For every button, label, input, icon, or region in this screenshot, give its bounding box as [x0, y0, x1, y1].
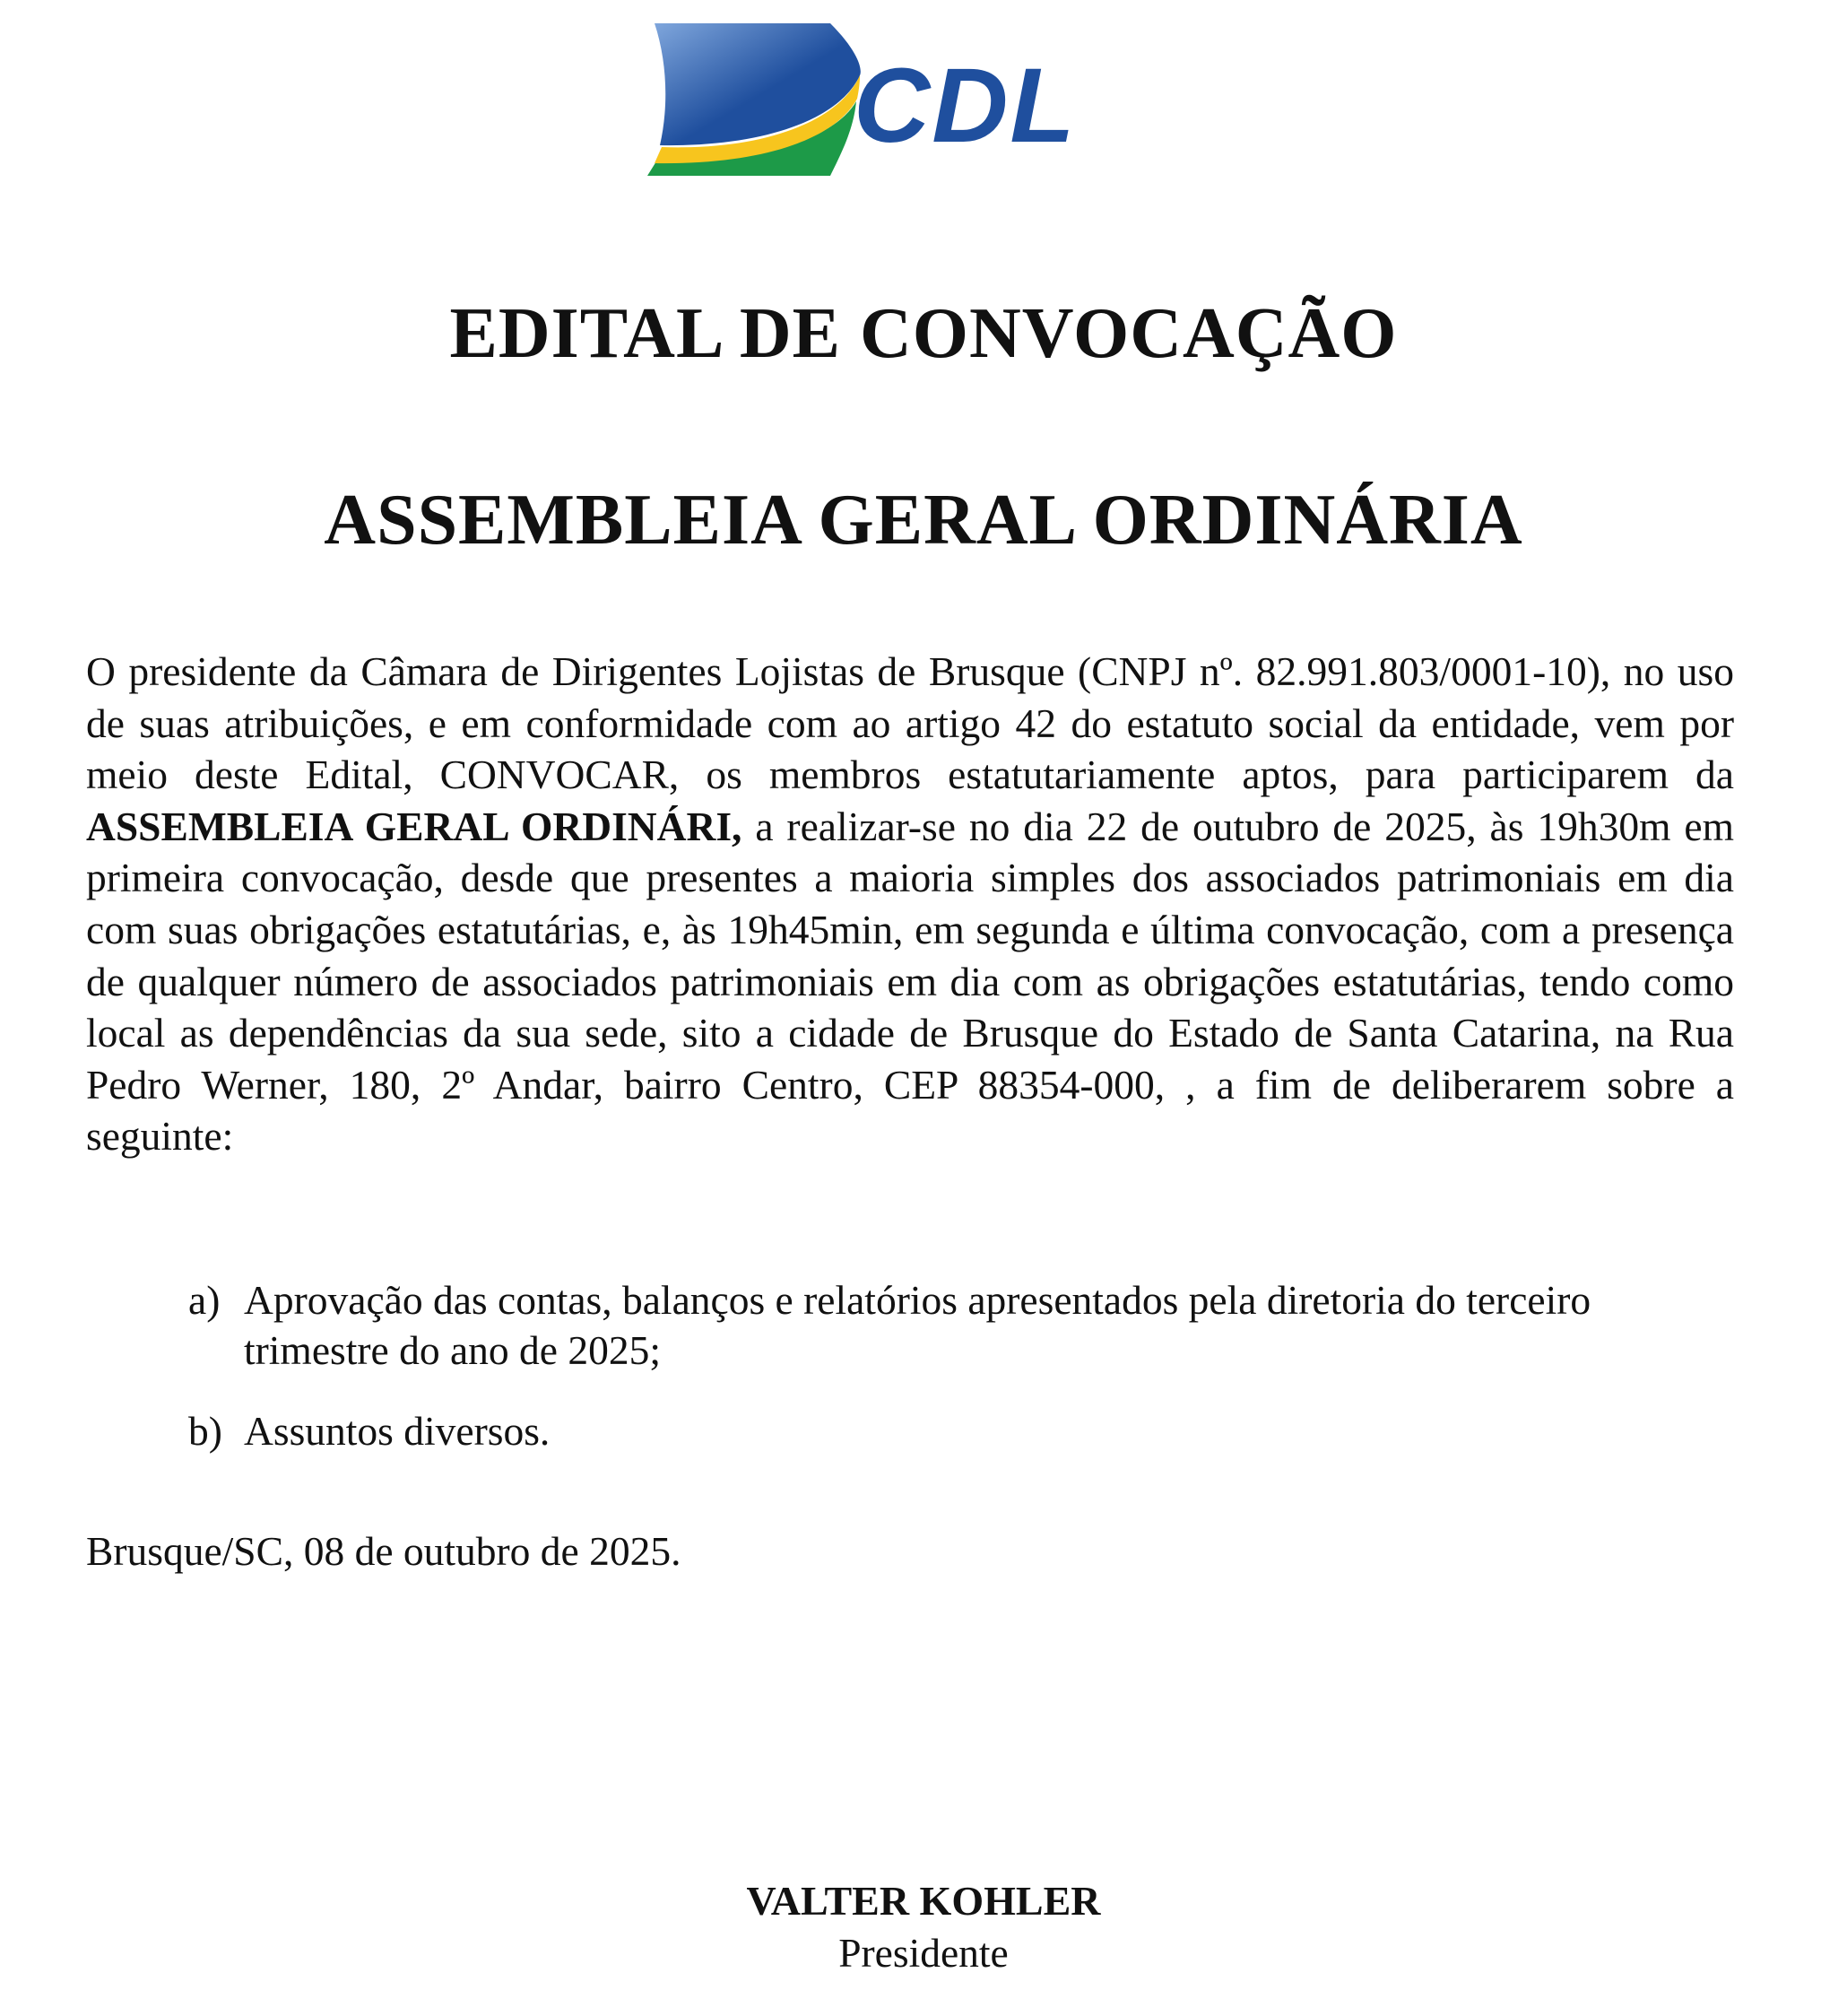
agenda-list [188, 1275, 1623, 1487]
agenda-item [188, 1406, 1623, 1456]
signer-role: Presidente [838, 1930, 1009, 1976]
cdl-logo [628, 16, 1112, 196]
document-subtitle: ASSEMBLEIA GERAL ORDINÁRIA [324, 481, 1523, 560]
place-and-date: Brusque/SC, 08 de outubro de 2025. [86, 1528, 681, 1574]
assembly-name: ASSEMBLEIA GERAL ORDINÁRI, [86, 803, 742, 849]
agenda-item [188, 1275, 1623, 1376]
convocation-paragraph [86, 646, 1734, 1162]
agenda-marker: a) [188, 1277, 221, 1323]
agenda-marker: b) [188, 1408, 222, 1454]
document-title: EDITAL DE CONVOCAÇÃO [449, 294, 1398, 373]
agenda-text: Aprovação das contas, balanços e relatórios apresentados pela diretoria do terceiro trimestre do ano de 2025; [244, 1277, 1591, 1373]
logo-text: CDL [854, 47, 1077, 165]
agenda-text: Assuntos diversos. [244, 1408, 551, 1454]
paragraph-intro: O presidente da Câmara de Dirigentes Lojistas de Brusque (CNPJ nº. 82.991.803/0001-10), no uso de suas atribuições, e em conformidade com ao artigo 42 do estatuto social da entidade, vem por meio deste Edital, CONVOCAR, os membros estatutariamente aptos, para participarem da [86, 648, 1734, 798]
paragraph-rest: a realizar-se no dia 22 de outubro de 2025, às 19h30m em primeira convocação, desde que presentes a maioria simples dos associados patrimoniais em dia com suas obrigações estatutárias, e, às 19h45min, em segunda e última convocação, com a presença de qualquer número de associados patrimoniais em dia com as obrigações estatutárias, tendo como local as dependências da sua sede, sito a cidade de Brusque do Estado de Santa Catarina, na Rua Pedro Werner, 180, 2º Andar, bairro Centro, CEP 88354-000, , a fim de deliberarem sobre a seguinte: [86, 803, 1734, 1160]
signer-name: VALTER KOHLER [746, 1878, 1101, 1924]
